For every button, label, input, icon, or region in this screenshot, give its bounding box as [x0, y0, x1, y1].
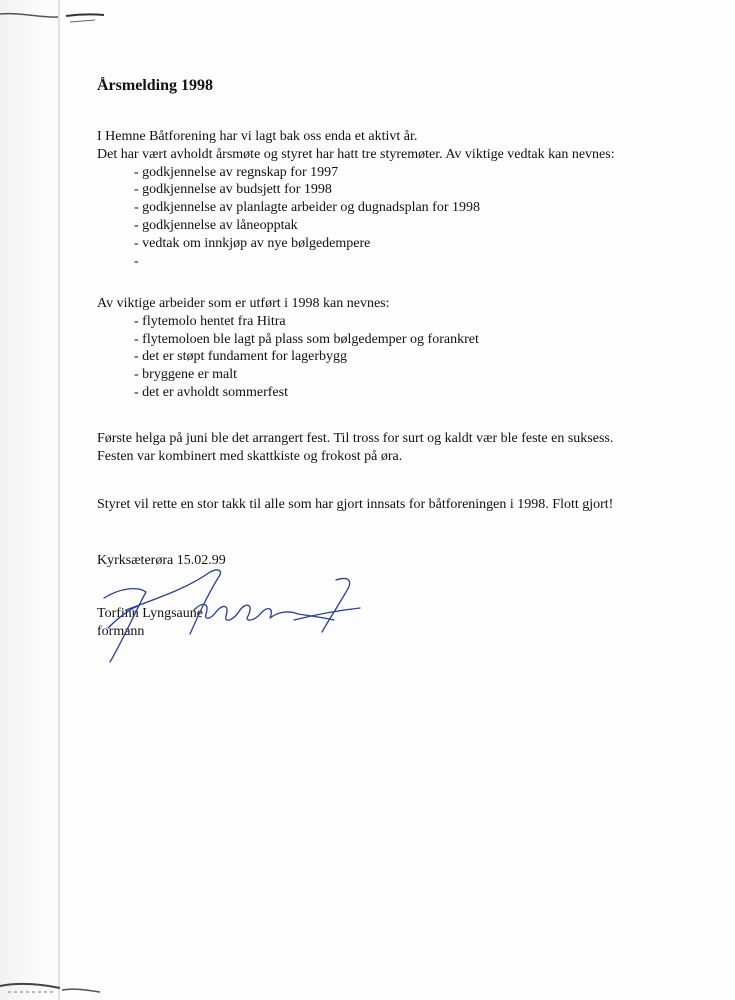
scan-artifact-top: [0, 8, 110, 26]
list-item: - flytemoloen ble lagt på plass som bølgedemper og forankret: [134, 331, 479, 347]
intro-section: [97, 128, 615, 270]
intro-line-2: Det har vært avholdt årsmøte og styret har hatt tre styremøter. Av viktige vedtak kan nevnes:: [97, 146, 615, 162]
place-date: Kyrksæterøra 15.02.99: [97, 553, 226, 568]
list-item: - godkjennelse av planlagte arbeider og dugnadsplan for 1998: [134, 200, 481, 216]
works-list: [97, 313, 479, 402]
list-item: - det er avholdt sommerfest: [134, 384, 288, 400]
list-item: - vedtak om innkjøp av nye bølgedempere: [134, 235, 371, 251]
thanks-line: Styret vil rette en stor takk til alle som har gjort innsats for båtforeningen i 1998. Flott gjort!: [97, 497, 614, 512]
list-item: - det er støpt fundament for lagerbygg: [134, 349, 348, 365]
handwritten-signature: [98, 558, 368, 670]
scan-fold-line: [58, 0, 60, 1000]
list-item: - godkjennelse av regnskap for 1997: [134, 164, 339, 180]
fest-section: [97, 430, 613, 466]
scan-artifact-bottom: [0, 968, 110, 996]
list-item: - godkjennelse av budsjett for 1998: [134, 182, 332, 198]
list-item: -: [134, 253, 139, 269]
signer-name: Torfinn Lyngsaune: [97, 606, 203, 621]
decisions-list: [97, 164, 615, 271]
list-item: - bryggene er malt: [134, 367, 238, 383]
works-section: [97, 295, 479, 402]
scan-edge-shadow: [0, 0, 62, 1000]
fest-line-2: Festen var kombinert med skattkiste og frokost på øra.: [97, 448, 403, 464]
page-title: Årsmelding 1998: [97, 77, 213, 94]
fest-line-1: Første helga på juni ble det arrangert fest. Til tross for surt og kaldt vær ble feste en suksess.: [97, 431, 614, 446]
list-item: - flytemolo hentet fra Hitra: [134, 313, 286, 329]
signer-title: formann: [97, 623, 145, 639]
intro-line-1: I Hemne Båtforening har vi lagt bak oss enda et aktivt år.: [97, 129, 418, 144]
works-intro: Av viktige arbeider som er utført i 1998 kan nevnes:: [97, 296, 390, 311]
thanks-section: [97, 496, 613, 514]
list-item: - godkjennelse av låneopptak: [134, 217, 298, 233]
